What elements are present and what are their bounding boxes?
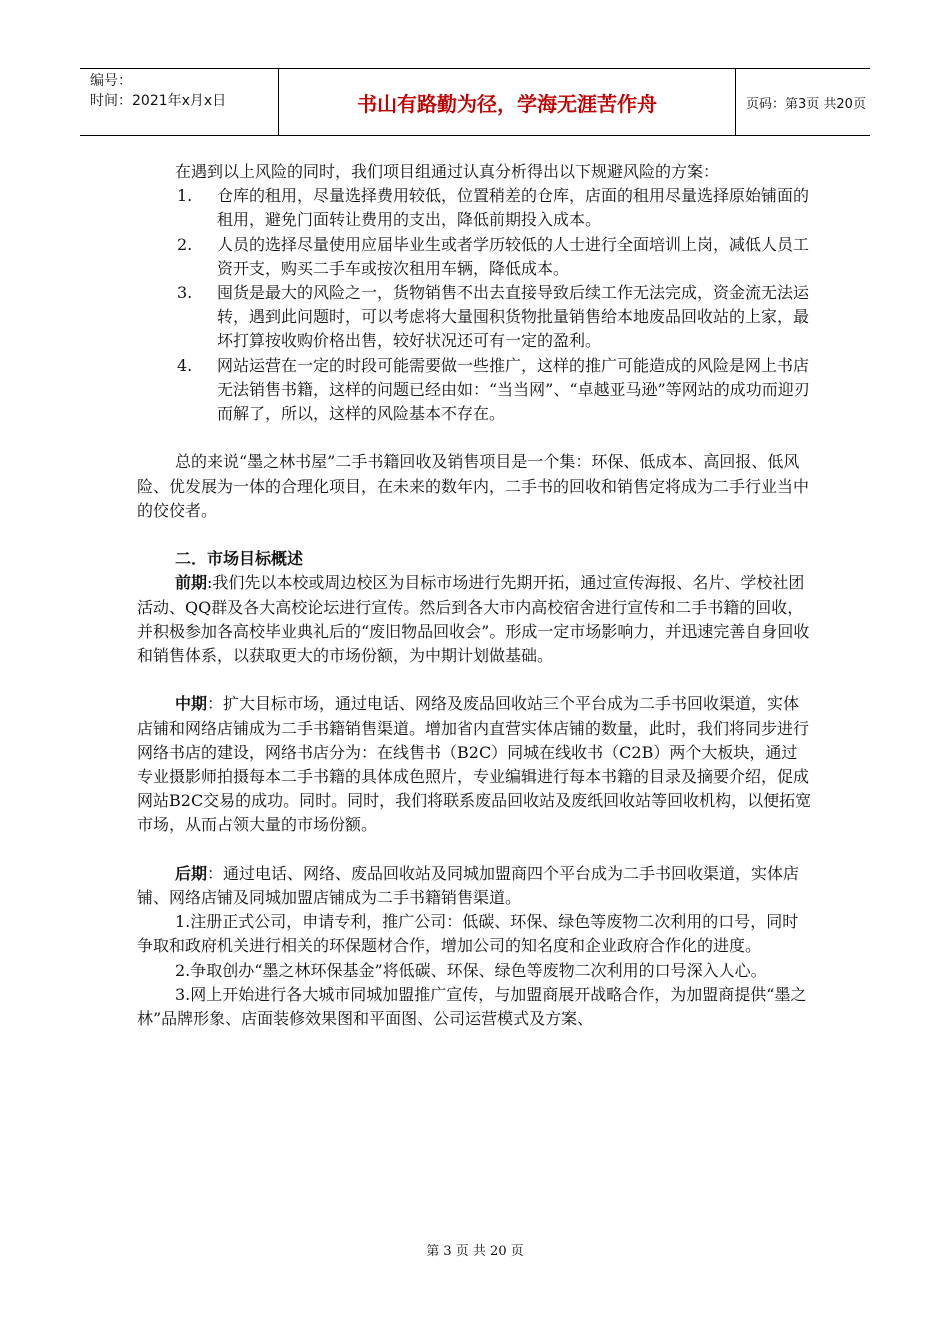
measure-number: 4. [177,355,193,375]
mid-phase-text: ：扩大目标市场，通过电话、网络及废品回收站三个平台成为二手书回收渠道，实体店铺和网络店铺成为二手书籍销售渠道。增加省内直营实体店铺的数量，此时，我们将同步进行网络书店的建设，网络书店分为：在线售书（B2C）同城在线收书（C2B）两个大板块，通过专业摄影师拍摄每本二手书籍的具体成色照片，专业编辑进行每本书籍的目录及摘要介绍，促成网站B2C交易的成功。同时。同时，我们将联系废品回收站及废纸回收站等回收机构，以便拓宽市场，从而占领大量的市场份额。 [137,694,812,835]
header-page-info: 页码：第3页 共20页 [746,96,866,112]
measure-item [137,281,812,354]
section-title: 二．市场目标概述 [175,549,304,569]
mid-phase-label: 中期 [175,694,208,714]
measure-text: 囤货是最大的风险之一，货物销售不出去直接导致后续工作无法完成，资金流无法运转，遇到此问题时，可以考虑将大量囤积货物批量销售给本地废品回收站的上家，最坏打算按收购价格出售，较好状况还可有一定的盈利。 [217,283,810,351]
measure-number: 2. [177,234,193,254]
header-number-label: 编号： [90,73,132,89]
early-phase-paragraph [137,571,812,668]
late-phase-text: ：通过电话、网络、废品回收站及同城加盟商四个平台成为二手书回收渠道，实体店铺、网络店铺及同城加盟店铺成为二手书籍销售渠道。 [137,863,800,908]
page-header [80,68,870,136]
measure-text: 人员的选择尽量使用应届毕业生或者学历较低的人士进行全面培训上岗，减低人员工资开支，购买二手车或按次租用车辆，降低成本。 [217,234,810,278]
summary-paragraph: 总的来说“墨之林书屋”二手书籍回收及销售项目是一个集：环保、低成本、高回报、低风险、优发展为一体的合理化项目，在未来的数年内，二手书的回收和销售定将成为二手行业当中的佼佼者。 [137,452,810,520]
early-phase-label: 前期 [175,573,208,593]
measure-number: 1. [177,186,193,206]
header-time-label: 时间：2021年x月x日 [90,93,227,109]
measure-item [137,184,812,232]
measure-number: 3. [177,283,193,303]
measure-item [137,354,812,427]
intro-paragraph: 在遇到以上风险的同时，我们项目组通过认真分析得出以下规避风险的方案： [175,162,720,181]
header-meta [80,69,278,135]
header-motto: 书山有路勤为径，学海无涯苦作舟 [278,69,736,135]
measure-text: 网站运营在一定的时段可能需要做一些推广，这样的推广可能造成的风险是网上书店无法销售书籍，这样的问题已经由如：“当当网”、“卓越亚马逊”等网站的成功而迎刃而解了，所以，这样的风险基本不存在。 [217,355,810,424]
measure-item [137,233,812,281]
page-footer: 第 3 页 共 20 页 [426,1244,524,1259]
late-phase-item: 3.网上开始进行各大城市同城加盟推广宣传，与加盟商展开战略合作，为加盟商提供“墨之林”品牌形象、店面装修效果图和平面图、公司运营模式及方案、 [137,984,807,1029]
late-phase-item: 2.争取创办“墨之林环保基金”将低碳、环保、绿色等废物二次利用的口号深入人心。 [175,960,767,980]
early-phase-text: :我们先以本校或周边校区为目标市场进行先期开拓，通过宣传海报、名片、学校社团活动、QQ群及各大高校论坛进行宣传。然后到各大市内高校宿舍进行宣传和二手书籍的回收，并积极参加各高校毕业典礼后的“废旧物品回收会”。形成一定市场影响力，并迅速完善自身回收和销售体系，以获取更大的市场份额，为中期计划做基础。 [137,573,810,666]
late-phase-label: 后期 [175,863,208,883]
body-text [137,160,812,1031]
mid-phase-paragraph [137,692,812,837]
measure-text: 仓库的租用，尽量选择费用较低，位置稍差的仓库，店面的租用尽量选择原始铺面的租用，避免门面转让费用的支出，降低前期投入成本。 [217,186,810,230]
late-phase-paragraph [137,862,812,910]
late-phase-item: 1.注册正式公司，申请专利，推广公司：低碳、环保、绿色等废物二次利用的口号，同时争取和政府机关进行相关的环保题材合作，增加公司的知名度和企业政府合作化的进度。 [137,912,799,956]
